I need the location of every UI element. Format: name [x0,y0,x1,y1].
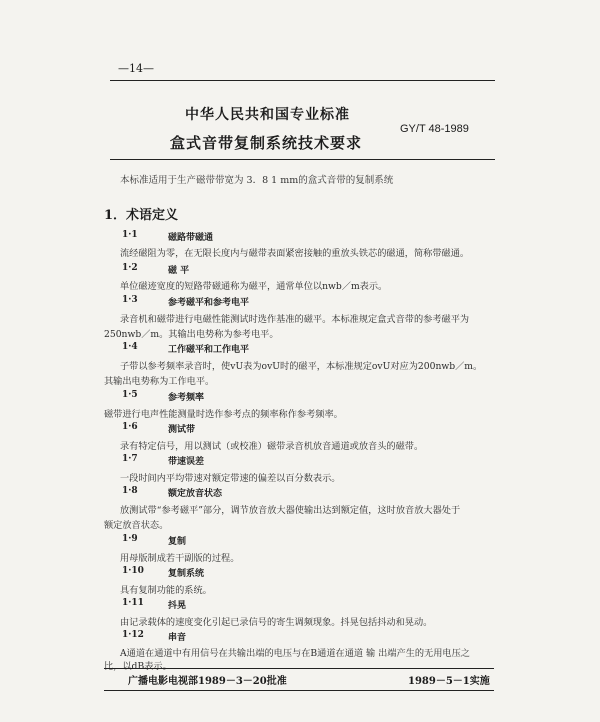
implementation-date: 1989－5－1实施 [408,676,490,687]
term-definition: 磁带进行电声性能测量时选作参考点的频率称作参考频率。 [104,409,343,420]
term-name: 复制系统 [168,569,205,579]
term-definition: 一段时间内平均带速对额定带速的偏差以百分数表示。 [120,473,341,484]
term-number: 1·5 [122,390,138,400]
approval-date: 广播电影电视部1989－3－20批准 [128,676,287,687]
term-number: 1·9 [122,534,138,544]
bottom-rule [104,690,494,691]
term-name: 参考磁平和参考电平 [168,298,250,308]
term-definition: 流经磁阻为零，在无限长度内与磁带表面紧密接触的重放头铁芯的磁通，简称带磁通。 [120,248,470,259]
term-definition: 由记录载体的速度变化引起已录信号的寄生调频现象。抖晃包括抖动和晃动。 [120,617,433,628]
title-rule [110,159,495,160]
term-definition: 额定放音状态。 [104,520,169,531]
footer-rule [104,668,494,669]
term-number: 1·3 [122,295,138,305]
term-number: 1·12 [122,630,144,640]
term-definition: 比，以dB表示。 [104,661,172,672]
term-name: 磁路带磁通 [168,233,214,243]
term-name: 磁 平 [168,266,190,276]
term-number: 1·7 [122,454,138,464]
standard-title: 中华人民共和国专业标准 [185,107,350,123]
standard-number: GY/T 48-1989 [400,123,469,135]
term-name: 工作磁平和工作电平 [168,345,250,355]
term-definition: 录有特定信号，用以测试（或校准）磁带录音机放音通道或放音头的磁带。 [120,441,424,452]
page-number: —14— [118,62,154,75]
term-name: 额定放音状态 [168,489,223,499]
term-name: 参考频率 [168,393,205,403]
term-number: 1·8 [122,486,138,496]
term-name: 复制 [168,537,187,547]
term-definition: 单位磁迹宽度的短路带磁通称为磁平，通常单位以nwb／m表示。 [120,281,388,292]
term-number: 1·4 [122,342,138,352]
term-definition: A通道在通道中有用信号在共输出端的电压与在B通道在通道 输 出端产生的无用电压之 [120,648,470,659]
term-definition: 250nwb／m。其输出电势称为参考电平。 [104,329,279,340]
section-title: 1．术语定义 [104,208,179,223]
term-definition: 放测试带“参考磁平”部分，调节放音放大器使输出达到额定值，这时放音放大器处于 [120,505,461,516]
term-name: 带速误差 [168,457,205,467]
term-definition: 子带以参考频率录音时，使vU表为ovU时的磁平，本标准规定ovU对应为200nwb／m。 [120,361,483,372]
term-number: 1·6 [122,422,138,432]
term-definition: 具有复制功能的系统。 [120,585,212,596]
term-definition: 其输出电势称为工作电平。 [104,376,215,387]
term-name: 抖晃 [168,601,187,611]
term-name: 测试带 [168,425,196,435]
term-number: 1·10 [122,566,144,576]
scope-statement: 本标准适用于生产磁带带宽为 3．8 1 mm的盒式音带的复制系统 [120,175,394,186]
term-definition: 录音机和磁带进行电磁性能测试时选作基准的磁平。本标准规定盒式音带的参考磁平为 [120,314,470,325]
term-definition: 用母版制成若干副版的过程。 [120,553,240,564]
document-title: 盒式音带复制系统技术要求 [170,134,363,152]
term-name: 串音 [168,633,187,643]
header-rule [110,80,495,81]
term-number: 1·11 [122,598,144,608]
term-number: 1·2 [122,263,138,273]
term-number: 1·1 [122,230,138,240]
